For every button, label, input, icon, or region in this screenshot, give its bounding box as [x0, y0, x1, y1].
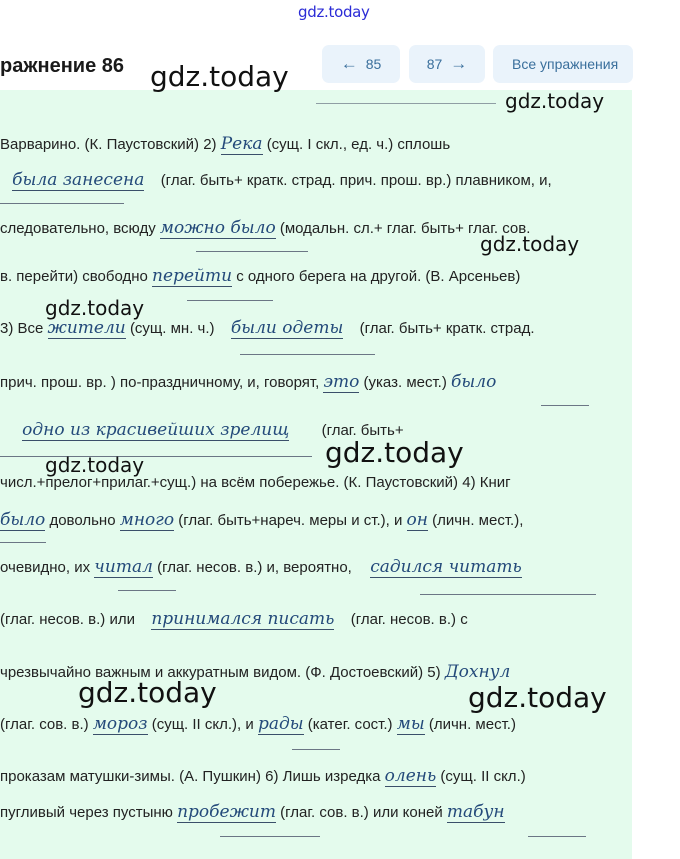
text-line: прич. прош. вр. ) по-праздничному, и, говорят, это (указ. мест.) было — [0, 372, 497, 392]
underline — [541, 405, 589, 406]
watermark: gdz.today — [45, 453, 145, 477]
site-logo[interactable]: gdz.today — [298, 3, 370, 21]
underline — [196, 251, 308, 252]
watermark: gdz.today — [150, 60, 289, 93]
watermark: gdz.today — [505, 89, 605, 113]
text-line: следовательно, всюду можно было (модальн. сл.+ глаг. быть+ глаг. сов. — [0, 218, 531, 238]
watermark: gdz.today — [468, 681, 607, 714]
arrow-right-icon: → — [450, 54, 468, 73]
text-line: одно из красивейших зрелищ (глаг. быть+ — [22, 420, 404, 440]
underline — [0, 542, 46, 543]
watermark: gdz.today — [325, 436, 464, 469]
next-exercise-button[interactable] — [409, 45, 485, 83]
all-exercises-label: Все упражнения — [512, 56, 619, 72]
exercise-header — [0, 40, 680, 90]
underline — [187, 300, 273, 301]
watermark: gdz.today — [78, 676, 217, 709]
text-line: Варварино. (К. Паустовский) 2) Река (сущ. I скл., ед. ч.) сплошь — [0, 134, 451, 154]
cut-off-line — [0, 90, 310, 98]
text-line: очевидно, их читал (глаг. несов. в.) и, вероятно, садился читать — [0, 557, 522, 577]
underline — [0, 203, 124, 204]
page-title: ражнение 86 — [0, 55, 125, 77]
underline — [292, 749, 340, 750]
solution-image — [0, 90, 632, 859]
arrow-left-icon: ← — [340, 54, 358, 73]
text-line: числ.+прелог+прилаг.+сущ.) на всём побережье. (К. Паустовский) 4) Книг — [0, 474, 511, 491]
prev-exercise-label: 85 — [365, 56, 382, 72]
text-line: в. перейти) свободно перейти с одного берега на другой. (В. Арсеньев) — [0, 266, 521, 286]
watermark: gdz.today — [480, 232, 580, 256]
text-line: было довольно много (глаг. быть+нареч. меры и ст.), и он (личн. мест.), — [0, 510, 524, 530]
text-line: пугливый через пустыню пробежит (глаг. сов. в.) или коней табун — [0, 802, 505, 822]
underline — [528, 836, 586, 837]
text-line: была занесена (глаг. быть+ кратк. страд. прич. прош. вр.) плавником, и, — [12, 170, 552, 190]
prev-exercise-button[interactable] — [322, 45, 400, 83]
underline — [220, 836, 320, 837]
text-line: чрезвычайно важным и аккуратным видом. (Ф. Достоевский) 5) Дохнул — [0, 662, 511, 682]
watermark: gdz.today — [45, 296, 145, 320]
underline — [118, 590, 176, 591]
next-exercise-label: 87 — [426, 56, 443, 72]
text-line: (глаг. несов. в.) или принимался писать (глаг. несов. в.) с — [0, 609, 468, 629]
text-line: 3) Все жители (сущ. мн. ч.) были одеты (глаг. быть+ кратк. страд. — [0, 318, 535, 338]
underline — [0, 456, 312, 457]
underline — [420, 594, 596, 595]
text-line: проказам матушки-зимы. (А. Пушкин) 6) Лишь изредка олень (сущ. II скл.) — [0, 766, 526, 786]
text-line: (глаг. сов. в.) мороз (сущ. II скл.), и рады (катег. сост.) мы (личн. мест.) — [0, 714, 516, 734]
underline — [240, 354, 375, 355]
all-exercises-button[interactable] — [493, 45, 633, 83]
